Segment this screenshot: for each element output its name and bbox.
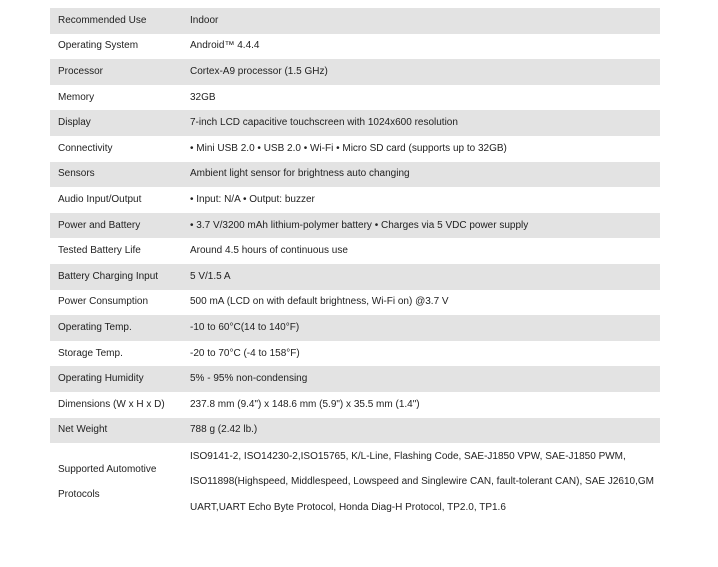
spec-table	[50, 8, 660, 521]
spec-value: Cortex-A9 processor (1.5 GHz)	[182, 59, 660, 85]
spec-row-storage-temp	[50, 341, 660, 367]
spec-label: Processor	[50, 59, 182, 85]
spec-row-sensors	[50, 162, 660, 188]
spec-value: Around 4.5 hours of continuous use	[182, 238, 660, 264]
spec-row-audio	[50, 187, 660, 213]
spec-value: 32GB	[182, 85, 660, 111]
spec-value: • Input: N/A • Output: buzzer	[182, 187, 660, 213]
spec-row-processor	[50, 59, 660, 85]
spec-row-operating-temp	[50, 315, 660, 341]
spec-value: • Mini USB 2.0 • USB 2.0 • Wi-Fi • Micro SD card (supports up to 32GB)	[182, 136, 660, 162]
spec-row-recommended-use	[50, 8, 660, 34]
spec-value: Android™ 4.4.4	[182, 34, 660, 60]
spec-row-automotive-protocols	[50, 443, 660, 521]
spec-label: Tested Battery Life	[50, 238, 182, 264]
spec-row-operating-humidity	[50, 366, 660, 392]
spec-table-body	[50, 8, 660, 521]
spec-value: 237.8 mm (9.4") x 148.6 mm (5.9") x 35.5 mm (1.4")	[182, 392, 660, 418]
spec-row-operating-system	[50, 34, 660, 60]
spec-value: 5 V/1.5 A	[182, 264, 660, 290]
spec-row-battery-life	[50, 238, 660, 264]
spec-row-memory	[50, 85, 660, 111]
spec-label: Battery Charging Input	[50, 264, 182, 290]
spec-label: Supported Automotive Protocols	[50, 443, 182, 521]
spec-label: Power and Battery	[50, 213, 182, 239]
spec-row-power-battery	[50, 213, 660, 239]
spec-label: Connectivity	[50, 136, 182, 162]
spec-value: Indoor	[182, 8, 660, 34]
spec-label: Net Weight	[50, 418, 182, 444]
spec-label: Sensors	[50, 162, 182, 188]
spec-row-power-consumption	[50, 290, 660, 316]
spec-label: Audio Input/Output	[50, 187, 182, 213]
spec-value: Ambient light sensor for brightness auto changing	[182, 162, 660, 188]
spec-row-display	[50, 110, 660, 136]
spec-label: Recommended Use	[50, 8, 182, 34]
spec-value: ISO9141-2, ISO14230-2,ISO15765, K/L-Line, Flashing Code, SAE-J1850 VPW, SAE-J1850 PWM, ISO11898(Highspeed, Middlespeed, Lowspeed and Singlewire CAN, fault-tolerant CAN), SAE J2610,GM UART,UART Echo Byte Protocol, Honda Diag-H Protocol, TP2.0, TP1.6	[182, 443, 660, 521]
spec-row-dimensions	[50, 392, 660, 418]
spec-row-connectivity	[50, 136, 660, 162]
spec-row-net-weight	[50, 418, 660, 444]
spec-label: Operating System	[50, 34, 182, 60]
spec-label: Power Consumption	[50, 290, 182, 316]
spec-label: Operating Temp.	[50, 315, 182, 341]
spec-value: 788 g (2.42 lb.)	[182, 418, 660, 444]
spec-value: • 3.7 V/3200 mAh lithium-polymer battery • Charges via 5 VDC power supply	[182, 213, 660, 239]
spec-value: 5% - 95% non-condensing	[182, 366, 660, 392]
spec-value: -20 to 70°C (-4 to 158°F)	[182, 341, 660, 367]
spec-value: 7-inch LCD capacitive touchscreen with 1024x600 resolution	[182, 110, 660, 136]
spec-label: Storage Temp.	[50, 341, 182, 367]
spec-label: Operating Humidity	[50, 366, 182, 392]
spec-label: Display	[50, 110, 182, 136]
spec-value: 500 mA (LCD on with default brightness, Wi-Fi on) @3.7 V	[182, 290, 660, 316]
spec-row-charging-input	[50, 264, 660, 290]
spec-label: Dimensions (W x H x D)	[50, 392, 182, 418]
spec-label: Memory	[50, 85, 182, 111]
spec-value: -10 to 60°C(14 to 140°F)	[182, 315, 660, 341]
